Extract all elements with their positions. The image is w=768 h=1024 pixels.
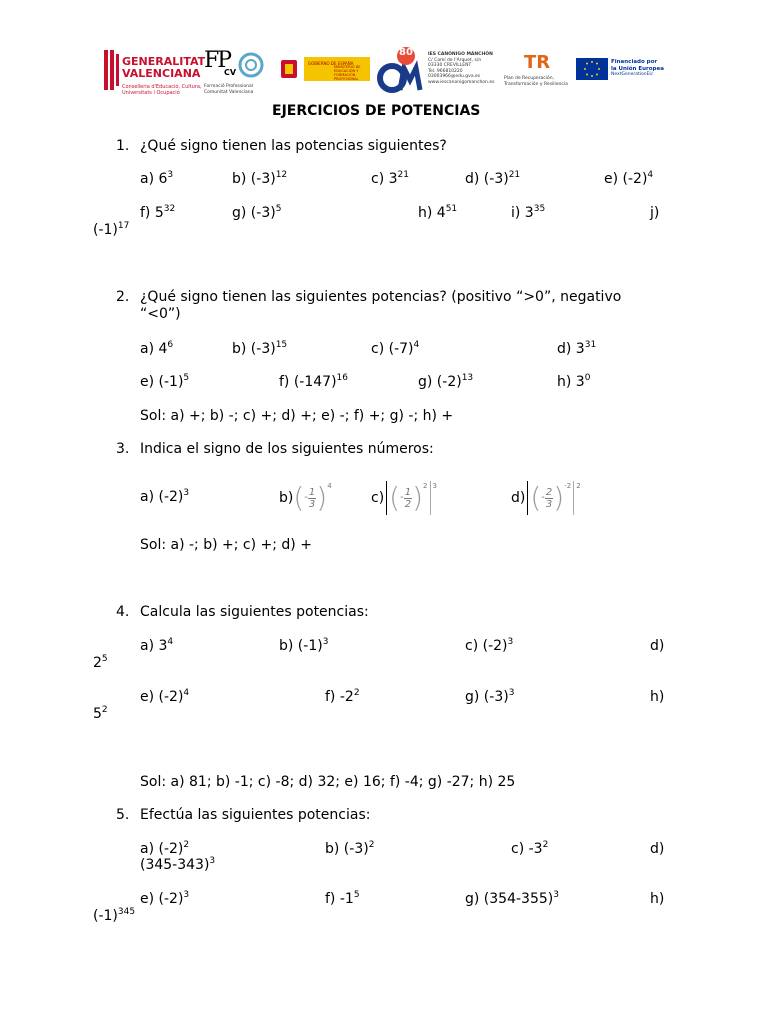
q2-item-e: e) $(-1)^5$: [140, 373, 190, 390]
q4-item-h: $5^2$: [93, 705, 108, 722]
q5-item-d-label: d): [650, 841, 665, 857]
fp-cv-cv: CV: [224, 68, 237, 77]
q3-b-label: b): [279, 490, 294, 506]
q2-text-2: “<0”): [140, 306, 181, 322]
q2-item-b: b) $(-3)^{15}$: [232, 340, 288, 357]
spain-shield-icon: [274, 57, 304, 81]
page-title: EJERCICIOS DE POTENCIAS: [272, 103, 481, 119]
q3-item-c: c) (- $\frac{1}{2}$ )$^2$ $^3$: [371, 481, 437, 514]
q5-item-g: g) $(354-355)^3$: [465, 890, 559, 907]
q3-item-b: b)(- $\frac{1}{3}$ )$^4$: [279, 481, 332, 514]
q4-item-d: $2^5$: [93, 654, 108, 671]
q4-solution: Sol: a) 81; b) -1; c) -8; d) 32; e) 16; f) -4; g) -27; h) 25: [140, 774, 516, 790]
prtr-logo: [504, 52, 584, 92]
q3-number: 3.: [116, 441, 130, 457]
generalitat-sub-1: Conselleria d'Educació, Cultura,: [122, 84, 202, 90]
q1-text: ¿Qué signo tienen las potencias siguientes?: [140, 138, 447, 154]
school-mark: 80: [399, 47, 413, 58]
prtr-line-1: Plan de Recuperación,: [504, 76, 555, 81]
q4-item-d-label: d): [650, 638, 665, 654]
q3-b-fraction: $\frac{1}{3}$: [308, 486, 316, 510]
q5-item-a: a) $(-2)^2$: [140, 840, 190, 857]
q1-item-g: g) $(-3)^5$: [232, 204, 282, 221]
generalitat-name-2: VALENCIANA: [122, 67, 201, 80]
q5-item-d: $(345-343)^3$: [140, 856, 216, 873]
school-addr-2: 03330 CREVILLENT: [428, 63, 472, 68]
q4-text: Calcula las siguientes potencias:: [140, 604, 369, 620]
header-logos: [98, 40, 670, 102]
q2-text-1: ¿Qué signo tienen las siguientes potencias? (positivo “>0”, negativo: [140, 289, 622, 305]
ministry-sub: MINISTERIO DE EDUCACIÓN Y FORMACIÓN PROFESIONAL: [334, 65, 361, 81]
q3-c-fraction: $\frac{1}{2}$: [404, 486, 412, 510]
eu-line-2: la Unión Europea: [611, 65, 664, 72]
q2-item-a: a) $4^6$: [140, 340, 174, 357]
q1-item-j: $(-1)^{17}$: [93, 221, 130, 238]
q2-item-h: h) $3^0$: [557, 373, 591, 390]
ministry-logo: [274, 57, 370, 81]
q2-item-f: f) $(-147)^{16}$: [279, 373, 348, 390]
eu-logo: [576, 58, 670, 82]
q2-solution: Sol: a) +; b) -; c) +; d) +; e) -; f) +; g) -; h) +: [140, 408, 454, 424]
q3-c-label: c): [371, 490, 385, 506]
q4-item-a: a) $3^4$: [140, 637, 174, 654]
fp-cv-sub-2: Comunitat Valenciana: [204, 89, 254, 95]
q4-number: 4.: [116, 604, 130, 620]
q3-d-fraction: $\frac{2}{3}$: [545, 486, 553, 510]
q5-item-h: $(-1)^{345}$: [93, 907, 136, 924]
q3-solution: Sol: a) -; b) +; c) +; d) +: [140, 537, 312, 553]
q5-text: Efectúa las siguientes potencias:: [140, 807, 371, 823]
q1-item-b: b) $(-3)^{12}$: [232, 170, 288, 187]
q2-item-d: d) $3^{31}$: [557, 340, 597, 357]
school-addr-1: C/ Camí de l'Arquet, s/n: [428, 57, 482, 63]
q4-item-g: g) $(-3)^3$: [465, 688, 515, 705]
school-web: www.iescanonigomanchon.es: [428, 79, 495, 85]
q2-item-c: c) $(-7)^4$: [371, 340, 420, 357]
generalitat-name-1: GENERALITAT: [122, 55, 206, 68]
q1-item-e: e) $(-2)^4$: [604, 170, 654, 187]
q1-item-c: c) $3^{21}$: [371, 170, 409, 187]
q2-number: 2.: [116, 289, 130, 305]
generalitat-emblem-icon: [102, 50, 120, 90]
school-tel: Tel. 966810220: [428, 68, 463, 74]
generalitat-logo: [98, 44, 206, 98]
q5-number: 5.: [116, 807, 130, 823]
school-name: IES CANÓNIGO MANCHÓN: [428, 52, 493, 57]
q4-item-f: f) $-2^2$: [325, 688, 360, 705]
generalitat-sub-2: Universitats i Ocupació: [122, 90, 180, 96]
fp-cv-logo: [204, 48, 266, 98]
fp-cv-sub-1: Formació Professional: [204, 84, 254, 89]
prtr-mark: TR: [524, 52, 551, 73]
q1-item-i: i) $3^{35}$: [511, 204, 546, 221]
q3-d-label: d): [511, 490, 526, 506]
q5-item-e: e) $(-2)^3$: [140, 890, 190, 907]
q4-item-h-label: h): [650, 689, 665, 705]
q1-item-h: h) $4^{51}$: [418, 204, 458, 221]
q4-item-e: e) $(-2)^4$: [140, 688, 190, 705]
q1-number: 1.: [116, 138, 130, 154]
q1-item-f: f) $5^{32}$: [140, 204, 176, 221]
q5-item-b: b) $(-3)^2$: [325, 840, 375, 857]
q1-item-d: d) $(-3)^{21}$: [465, 170, 521, 187]
q5-item-f: f) $-1^5$: [325, 890, 360, 907]
prtr-line-2: Transformación y Resiliencia: [504, 81, 568, 87]
fp-cv-circle-icon: [238, 52, 264, 78]
q3-item-a: a) $(-2)^3$: [140, 488, 190, 505]
fp-cv-mark: FP: [204, 48, 231, 73]
q4-item-b: b) $(-1)^3$: [279, 637, 329, 654]
school-logo: [376, 44, 516, 98]
ministry-name: GOBIERNO DE ESPAÑA: [308, 61, 354, 66]
q4-item-c: c) $(-2)^3$: [465, 637, 514, 654]
eu-line-1: Financiado por: [611, 59, 658, 65]
school-mail: 03003966@edu.gva.es: [428, 74, 481, 79]
q5-item-c: c) $-3^2$: [511, 840, 549, 857]
q5-item-h-label: h): [650, 891, 665, 907]
eu-flag-icon: [576, 58, 608, 80]
q1-item-a: a) $6^3$: [140, 170, 174, 187]
q3-item-d: d) (- $\frac{2}{3}$ )$^{-2}$ $^2$: [511, 481, 581, 514]
q2-item-g: g) $(-2)^{13}$: [418, 373, 474, 390]
q1-item-j-label: j): [650, 205, 660, 221]
q3-text: Indica el signo de los siguientes números:: [140, 441, 434, 457]
eu-line-3: NextGenerationEU: [611, 72, 653, 77]
